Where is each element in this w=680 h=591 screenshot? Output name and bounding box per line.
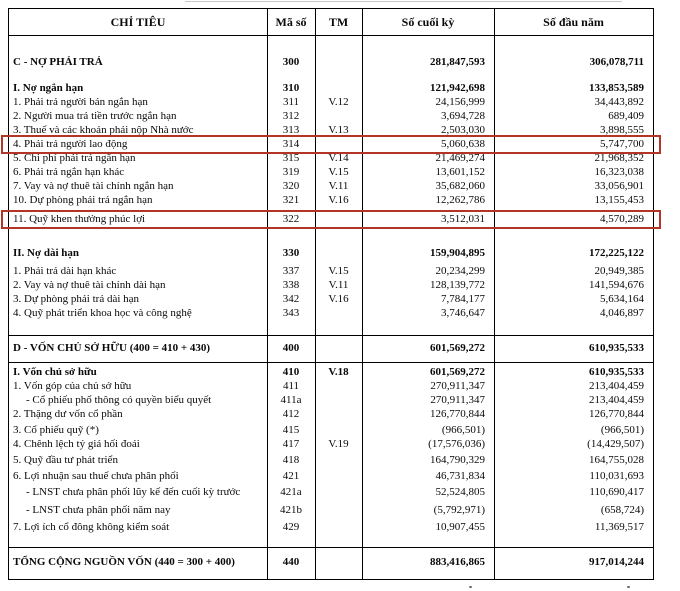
end-period-cell: 52,524,805 [435, 486, 485, 498]
table-row-311 [9, 95, 653, 109]
note-cell [315, 520, 362, 534]
begin-year-cell: 172,225,122 [589, 247, 644, 259]
code-cell: 314 [282, 138, 300, 150]
note-cell: V.12 [328, 96, 349, 108]
code-cell: 429 [282, 521, 300, 533]
criteria-cell: - Cổ phiếu phổ thông có quyền biểu quyết [26, 394, 212, 406]
table-row-342 [9, 292, 653, 306]
note-cell [315, 109, 362, 123]
criteria-cell: 1. Phải trả dài hạn khác [13, 265, 117, 277]
note-cell [315, 423, 362, 437]
note-cell [315, 503, 362, 517]
header-begin-year: Số đầu năm [543, 14, 604, 29]
column-divider [267, 9, 268, 579]
code-cell: 440 [282, 556, 300, 568]
criteria-cell: 5. Chi phí phải trả ngắn hạn [13, 152, 136, 164]
begin-year-cell: 213,404,459 [589, 380, 644, 392]
code-cell: 417 [282, 438, 300, 450]
note-cell: V.15 [328, 166, 349, 178]
table-row-300 [9, 55, 653, 69]
code-cell: 330 [282, 247, 300, 259]
header-code: Mã số [275, 14, 307, 29]
end-period-cell: 21,469,274 [435, 152, 485, 164]
note-cell: V.11 [328, 180, 349, 192]
table-row-312 [9, 109, 653, 123]
table-row-400 [9, 335, 653, 363]
note-cell [315, 485, 362, 499]
criteria-cell: I. Nợ ngắn hạn [13, 82, 84, 94]
criteria-cell: I. Vốn chủ sở hữu [13, 366, 97, 378]
header-note: TM [328, 14, 349, 29]
criteria-cell: 4. Chênh lệch tỷ giá hối đoái [13, 438, 140, 450]
note-cell [315, 336, 362, 362]
begin-year-cell: (658,724) [600, 504, 644, 516]
note-cell [315, 548, 362, 578]
header-end-period: Số cuối kỳ [401, 14, 455, 29]
end-period-cell: 601,569,272 [430, 342, 485, 354]
criteria-cell: 3. Cổ phiếu quỹ (*) [13, 424, 99, 436]
criteria-cell: 3. Thuế và các khoản phải nộp Nhà nước [13, 124, 194, 136]
criteria-cell: 2. Vay và nợ thuê tài chính dài hạn [13, 279, 166, 291]
code-cell: 415 [282, 424, 300, 436]
begin-year-cell: 11,369,517 [594, 521, 644, 533]
criteria-cell: D - VỐN CHỦ SỞ HỮU (400 = 410 + 430) [13, 342, 211, 354]
table-row-421a [9, 485, 653, 499]
scan-artifact-dot [627, 586, 630, 588]
criteria-cell: 11. Quỹ khen thưởng phúc lợi [13, 213, 146, 225]
balance-sheet-table [8, 8, 654, 580]
table-row-320 [9, 179, 653, 193]
code-cell: 320 [282, 180, 300, 192]
code-cell: 315 [282, 152, 300, 164]
table-row-440 [9, 547, 653, 578]
code-cell: 313 [282, 124, 300, 136]
table-row-421 [9, 469, 653, 483]
table-row-338 [9, 278, 653, 292]
note-cell [315, 393, 362, 407]
end-period-cell: 13,601,152 [435, 166, 485, 178]
code-cell: 337 [282, 265, 300, 277]
criteria-cell: 1. Phải trả người bán ngắn hạn [13, 96, 148, 108]
begin-year-cell: 610,935,533 [589, 342, 644, 354]
table-row-415 [9, 423, 653, 437]
code-cell: 300 [282, 56, 300, 68]
code-cell: 342 [282, 293, 300, 305]
table-row-411 [9, 379, 653, 393]
end-period-cell: 126,770,844 [430, 408, 485, 420]
end-period-cell: 164,790,329 [430, 454, 485, 466]
note-cell: V.18 [328, 366, 349, 378]
begin-year-cell: 34,443,892 [594, 96, 644, 108]
begin-year-cell: 110,690,417 [589, 486, 644, 498]
begin-year-cell: 110,031,693 [589, 470, 644, 482]
code-cell: 312 [282, 110, 300, 122]
begin-year-cell: 21,968,352 [594, 152, 644, 164]
begin-year-cell: 3,898,555 [600, 124, 644, 136]
begin-year-cell: 213,404,459 [589, 394, 644, 406]
code-cell: 400 [282, 342, 300, 354]
note-cell: V.13 [328, 124, 349, 136]
table-row-314 [9, 137, 653, 151]
criteria-cell: 4. Quỹ phát triển khoa học và công nghệ [13, 307, 192, 319]
criteria-cell: 2. Người mua trả tiền trước ngắn hạn [13, 110, 177, 122]
code-cell: 421 [282, 470, 300, 482]
end-period-cell: 7,784,177 [441, 293, 485, 305]
note-cell: V.14 [328, 152, 349, 164]
table-row-337 [9, 264, 653, 278]
begin-year-cell: 4,570,289 [600, 213, 644, 225]
end-period-cell: 270,911,347 [430, 380, 485, 392]
table-row-410 [9, 365, 653, 379]
note-cell [315, 469, 362, 483]
begin-year-cell: 141,594,676 [589, 279, 644, 291]
note-cell [315, 379, 362, 393]
note-cell [315, 55, 362, 69]
criteria-cell: 2. Thặng dư vốn cổ phần [13, 408, 123, 420]
begin-year-cell: 16,323,038 [594, 166, 644, 178]
begin-year-cell: 610,935,533 [589, 366, 644, 378]
note-cell [315, 246, 362, 260]
table-row-343 [9, 306, 653, 320]
code-cell: 412 [282, 408, 300, 420]
code-cell: 338 [282, 279, 300, 291]
table-row-313 [9, 123, 653, 137]
criteria-cell: - LNST chưa phân phối năm nay [26, 504, 171, 516]
criteria-cell: II. Nợ dài hạn [13, 247, 80, 259]
note-cell: V.16 [328, 194, 349, 206]
begin-year-cell: 126,770,844 [589, 408, 644, 420]
begin-year-cell: 5,634,164 [600, 293, 644, 305]
column-divider [494, 9, 495, 579]
table-row-310 [9, 81, 653, 95]
end-period-cell: 601,569,272 [430, 366, 485, 378]
end-period-cell: 2,503,030 [441, 124, 485, 136]
table-row-417 [9, 437, 653, 451]
end-period-cell: 270,911,347 [430, 394, 485, 406]
note-cell [315, 81, 362, 95]
header-criteria: CHỈ TIÊU [110, 14, 166, 29]
table-row-412 [9, 407, 653, 421]
note-cell [315, 306, 362, 320]
code-cell: 411a [280, 394, 302, 406]
end-period-cell: 35,682,060 [435, 180, 485, 192]
table-header-row [9, 9, 653, 36]
criteria-cell: TỔNG CỘNG NGUỒN VỐN (440 = 300 + 400) [13, 556, 235, 568]
criteria-cell: 6. Phải trả ngắn hạn khác [13, 166, 125, 178]
table-row-421b [9, 503, 653, 517]
note-cell: V.16 [328, 293, 349, 305]
note-cell: V.15 [328, 265, 349, 277]
code-cell: 418 [282, 454, 300, 466]
table-row-319 [9, 165, 653, 179]
scan-artifact-line [185, 1, 622, 2]
end-period-cell: 121,942,698 [430, 82, 485, 94]
begin-year-cell: 33,056,901 [594, 180, 644, 192]
begin-year-cell: 689,409 [608, 110, 644, 122]
criteria-cell: - LNST chưa phân phối lũy kế đến cuối kỳ trước [26, 486, 241, 498]
table-row-429 [9, 520, 653, 534]
criteria-cell: 1. Vốn góp của chủ sở hữu [13, 380, 132, 392]
code-cell: 319 [282, 166, 300, 178]
note-cell: V.11 [328, 279, 349, 291]
end-period-cell: 128,139,772 [430, 279, 485, 291]
code-cell: 310 [282, 82, 300, 94]
code-cell: 421b [280, 504, 302, 516]
column-divider [362, 9, 363, 579]
column-divider [315, 9, 316, 579]
table-row-315 [9, 151, 653, 165]
criteria-cell: C - NỢ PHẢI TRẢ [13, 56, 103, 68]
begin-year-cell: 20,949,385 [594, 265, 644, 277]
begin-year-cell: (966,501) [600, 424, 644, 436]
code-cell: 421a [280, 486, 302, 498]
scan-artifact-dot [469, 586, 472, 588]
end-period-cell: 3,512,031 [441, 213, 485, 225]
table-row-411a [9, 393, 653, 407]
table-row-321 [9, 193, 653, 207]
begin-year-cell: 306,078,711 [589, 56, 644, 68]
begin-year-cell: 133,853,589 [589, 82, 644, 94]
begin-year-cell: 13,155,453 [594, 194, 644, 206]
end-period-cell: 281,847,593 [430, 56, 485, 68]
end-period-cell: 5,060,638 [441, 138, 485, 150]
table-row-418 [9, 453, 653, 467]
begin-year-cell: 164,755,028 [589, 454, 644, 466]
criteria-cell: 7. Lợi ích cổ đông không kiểm soát [13, 521, 170, 533]
code-cell: 321 [282, 194, 300, 206]
criteria-cell: 6. Lợi nhuận sau thuế chưa phân phối [13, 470, 179, 482]
end-period-cell: (5,792,971) [433, 504, 485, 516]
note-cell: V.19 [328, 438, 349, 450]
end-period-cell: 10,907,455 [435, 521, 485, 533]
end-period-cell: 20,234,299 [435, 265, 485, 277]
code-cell: 322 [282, 213, 300, 225]
end-period-cell: 3,694,728 [441, 110, 485, 122]
criteria-cell: 3. Dự phòng phải trả dài hạn [13, 293, 140, 305]
end-period-cell: 24,156,999 [435, 96, 485, 108]
end-period-cell: (966,501) [441, 424, 485, 436]
end-period-cell: 159,904,895 [430, 247, 485, 259]
criteria-cell: 5. Quỹ đầu tư phát triển [13, 454, 118, 466]
end-period-cell: (17,576,036) [428, 438, 485, 450]
table-body [9, 55, 653, 578]
code-cell: 411 [282, 380, 300, 392]
criteria-cell: 4. Phải trả người lao động [13, 138, 128, 150]
begin-year-cell: (14,429,507) [587, 438, 644, 450]
criteria-cell: 10. Dự phòng phải trả ngắn hạn [13, 194, 153, 206]
note-cell [315, 212, 362, 226]
note-cell [315, 453, 362, 467]
end-period-cell: 3,746,647 [441, 307, 485, 319]
table-row-322 [9, 212, 653, 226]
begin-year-cell: 917,014,244 [589, 556, 644, 568]
end-period-cell: 12,262,786 [435, 194, 485, 206]
end-period-cell: 46,731,834 [435, 470, 485, 482]
code-cell: 311 [282, 96, 300, 108]
begin-year-cell: 5,747,700 [600, 138, 644, 150]
code-cell: 343 [282, 307, 300, 319]
end-period-cell: 883,416,865 [430, 556, 485, 568]
criteria-cell: 7. Vay và nợ thuê tài chính ngắn hạn [13, 180, 174, 192]
begin-year-cell: 4,046,897 [600, 307, 644, 319]
code-cell: 410 [282, 366, 300, 378]
table-row-330 [9, 246, 653, 260]
note-cell [315, 407, 362, 421]
note-cell [315, 137, 362, 151]
